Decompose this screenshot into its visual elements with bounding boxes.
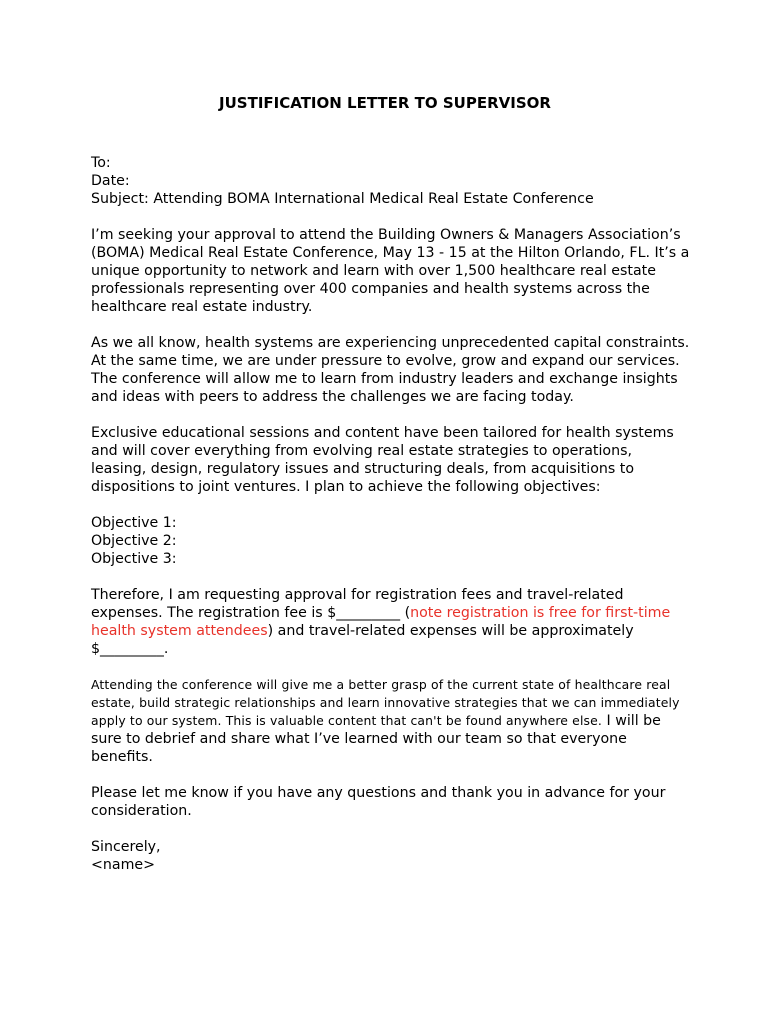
benefits-text-small: Attending the conference will give me a better grasp of the current state of healthcare real estate, build strategic relationships and learn innovative strategies that we can immediately apply to our system. This is valuable content that can't be found anywhere else. [91, 677, 680, 728]
paragraph-costs [91, 586, 691, 658]
objective-item: Objective 1: [91, 515, 177, 531]
document-title: JUSTIFICATION LETTER TO SUPERVISOR [219, 94, 551, 112]
sign-off [91, 838, 691, 874]
objective-item: Objective 3: [91, 551, 177, 567]
date-line: Date: [91, 173, 130, 189]
paragraph-request: I’m seeking your approval to attend the Building Owners & Managers Association’s (BOMA) Medical Real Estate Conference, May 13 - 15 at the Hilton Orlando, FL. It’s a unique opportunity to network and learn with over 1,500 healthcare real estate professionals representing over 400 companies and health systems across the healthcare real estate industry. [91, 227, 690, 315]
costs-text-end: ) and travel-related expenses will be approximately $_________. [91, 623, 634, 657]
to-line: To: [91, 155, 111, 171]
paragraph-thanks: Please let me know if you have any questions and thank you in advance for your consideration. [91, 785, 666, 819]
paragraph-context: As we all know, health systems are experiencing unprecedented capital constraints. At the same time, we are under pressure to evolve, grow and expand our services. The conference will allow me to learn from industry leaders and exchange insights and ideas with peers to address the challenges we are facing today. [91, 335, 690, 405]
paragraph-sessions: Exclusive educational sessions and content have been tailored for health systems and will cover everything from evolving real estate strategies to operations, leasing, design, regulatory issues and structuring deals, from acquisitions to dispositions to joint ventures. I plan to achieve the following objectives: [91, 425, 674, 495]
costs-text-start: Therefore, I am requesting approval for registration fees and travel-related expenses. The registration fee is $_________ ( [91, 587, 624, 621]
subject-line: Subject: Attending BOMA International Medical Real Estate Conference [91, 191, 594, 207]
paragraph-benefits [91, 676, 691, 766]
objectives-list [91, 514, 691, 568]
benefits-text: I will be sure to debrief and share what I’ve learned with our team so that everyone benefits. [91, 713, 661, 765]
signature-placeholder: <name> [91, 857, 156, 873]
registration-note: note registration is free for first-time health system attendees [91, 605, 671, 639]
letter-body [91, 154, 691, 892]
letter-header [91, 154, 691, 208]
objective-item: Objective 2: [91, 533, 177, 549]
closing: Sincerely, [91, 839, 161, 855]
